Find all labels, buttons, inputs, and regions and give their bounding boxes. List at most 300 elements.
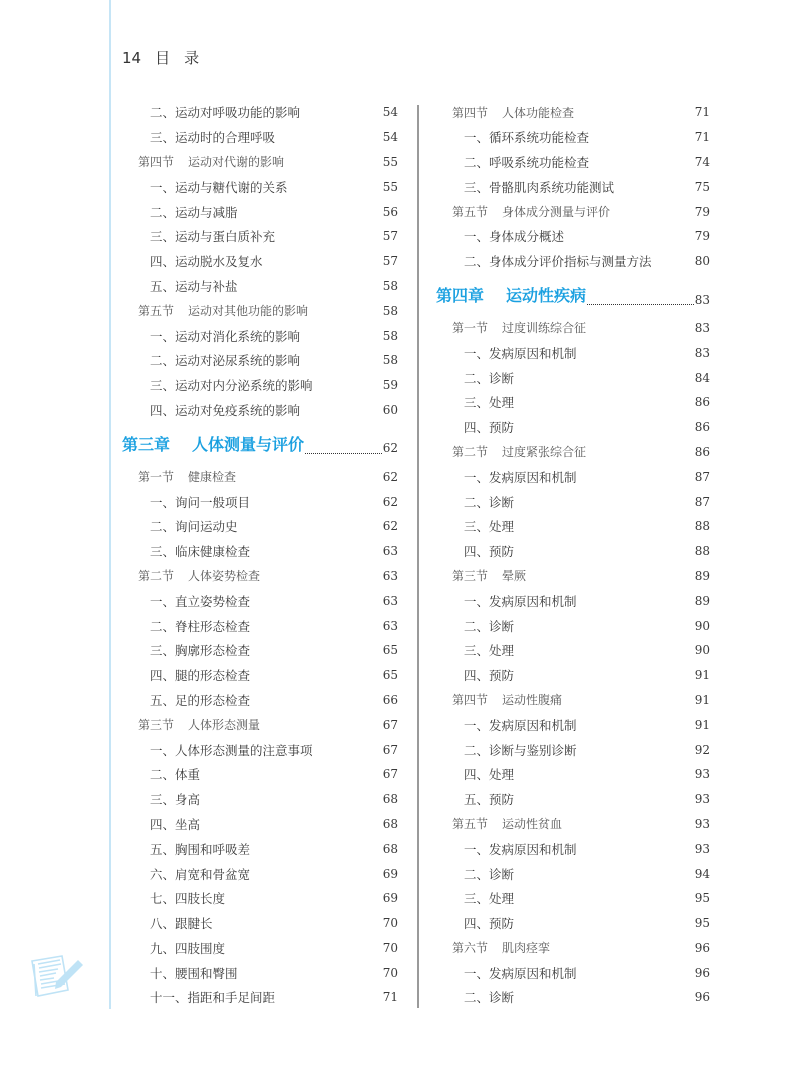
toc-page-number: 96 <box>694 965 710 980</box>
toc-entry-number: 第五节 <box>452 817 489 832</box>
toc-item-row[interactable] <box>122 936 398 961</box>
toc-page-number: 70 <box>382 916 398 931</box>
toc-entry-title <box>122 840 250 858</box>
toc-entry-label: 一、发病原因和机制 <box>464 593 577 609</box>
toc-item-row[interactable] <box>436 836 710 861</box>
toc-item-row[interactable] <box>122 787 398 812</box>
toc-page-number: 54 <box>382 130 398 145</box>
toc-entry-number: 第四节 <box>452 105 489 120</box>
toc-entry-number: 第三节 <box>138 718 175 733</box>
toc-entry-label: 八、跟腱长 <box>150 916 213 932</box>
toc-item-row[interactable] <box>436 125 710 150</box>
toc-item-row[interactable] <box>122 960 398 985</box>
toc-page-number: 59 <box>382 378 398 393</box>
toc-entry-label: 过度紧张综合征 <box>502 445 587 460</box>
toc-entry-label: 七、四肢长度 <box>150 891 226 907</box>
toc-page-number: 67 <box>382 717 398 732</box>
toc-page-number: 57 <box>382 229 398 244</box>
toc-section-row[interactable] <box>436 440 710 465</box>
toc-page-number: 83 <box>694 292 710 307</box>
toc-entry-title <box>436 443 586 460</box>
toc-entry-label: 四、预防 <box>464 544 515 560</box>
toc-item-row[interactable] <box>122 836 398 861</box>
toc-item-row[interactable] <box>122 911 398 936</box>
toc-item-row[interactable] <box>436 762 710 787</box>
toc-entry-number: 第四章 <box>436 286 485 306</box>
toc-entry-label: 三、处理 <box>464 891 515 907</box>
toc-page-number: 96 <box>694 990 710 1005</box>
toc-entry-title <box>436 691 562 708</box>
toc-entry-label: 三、骨骼肌肉系统功能测试 <box>464 179 615 195</box>
toc-right-column <box>436 100 710 1010</box>
toc-item-row[interactable] <box>122 174 398 199</box>
toc-item-row[interactable] <box>436 249 710 274</box>
toc-item-row[interactable] <box>436 489 710 514</box>
toc-entry-title <box>122 128 275 146</box>
toc-page-number: 68 <box>382 792 398 807</box>
toc-section-row[interactable] <box>436 812 710 837</box>
toc-page-number: 90 <box>694 618 710 633</box>
toc-entry-label: 一、循环系统功能检查 <box>464 130 590 146</box>
toc-item-row[interactable] <box>122 638 398 663</box>
toc-entry-title <box>122 376 313 394</box>
toc-entry-title <box>122 666 250 684</box>
toc-page-number: 70 <box>382 940 398 955</box>
toc-page-number: 62 <box>382 494 398 509</box>
toc-entry-title <box>436 153 589 171</box>
toc-entry-title <box>436 964 577 982</box>
toc-entry-number: 第一节 <box>452 321 489 336</box>
column-divider <box>417 105 419 1008</box>
toc-item-row[interactable] <box>122 100 398 125</box>
toc-entry-label: 四、处理 <box>464 767 515 783</box>
toc-entry-title <box>122 517 238 535</box>
toc-entry-label: 四、预防 <box>464 916 515 932</box>
toc-entry-label: 运动性贫血 <box>502 817 563 832</box>
toc-entry-title <box>122 617 250 635</box>
toc-item-row[interactable] <box>436 638 710 663</box>
toc-page-number: 67 <box>382 742 398 757</box>
toc-item-row[interactable] <box>436 663 710 688</box>
toc-entry-title <box>436 567 526 584</box>
toc-entry-title <box>122 716 260 733</box>
toc-entry-title <box>436 104 574 121</box>
toc-entry-title <box>436 344 577 362</box>
toc-entry-label: 二、身体成分评价指标与测量方法 <box>464 254 652 270</box>
toc-entry-label: 六、肩宽和骨盆宽 <box>150 866 251 882</box>
toc-page-number: 58 <box>382 278 398 293</box>
toc-item-row[interactable] <box>436 340 710 365</box>
toc-entry-title <box>436 468 577 486</box>
toc-entry-title <box>436 716 577 734</box>
toc-section-row[interactable] <box>122 298 398 323</box>
margin-line <box>109 0 111 1009</box>
toc-section-row[interactable] <box>122 464 398 489</box>
toc-entry-label: 四、运动对免疫系统的影响 <box>150 402 301 418</box>
toc-page-number: 68 <box>382 841 398 856</box>
notebook-pencil-icon <box>28 952 84 998</box>
toc-page-number: 71 <box>382 990 398 1005</box>
toc-entry-title <box>122 203 238 221</box>
toc-item-row[interactable] <box>436 613 710 638</box>
toc-entry-label: 三、运动时的合理呼吸 <box>150 130 276 146</box>
toc-entry-number: 第二节 <box>452 445 489 460</box>
toc-page-number: 63 <box>382 544 398 559</box>
toc-entry-label: 一、发病原因和机制 <box>464 345 577 361</box>
toc-entry-title <box>436 283 586 306</box>
toc-page-number: 94 <box>694 866 710 881</box>
toc-page-number: 79 <box>694 204 710 219</box>
toc-entry-label: 一、发病原因和机制 <box>464 717 577 733</box>
toc-entry-title <box>122 178 288 196</box>
dot-leader <box>587 288 694 305</box>
toc-entry-label: 二、运动对泌尿系统的影响 <box>150 353 301 369</box>
toc-section-row[interactable] <box>436 564 710 589</box>
toc-entry-label: 十、腰围和臀围 <box>150 965 238 981</box>
toc-item-row[interactable] <box>122 663 398 688</box>
toc-entry-title <box>436 227 564 245</box>
toc-page-number: 93 <box>694 767 710 782</box>
toc-entry-label: 五、胸围和呼吸差 <box>150 841 251 857</box>
toc-entry-number: 第四节 <box>452 693 489 708</box>
toc-page-number: 62 <box>382 469 398 484</box>
toc-entry-label: 二、运动对呼吸功能的影响 <box>150 105 301 121</box>
toc-item-row[interactable] <box>122 274 398 299</box>
toc-item-row[interactable] <box>436 911 710 936</box>
toc-entry-title <box>436 617 514 635</box>
toc-item-row[interactable] <box>436 365 710 390</box>
toc-entry-number: 第三章 <box>122 434 171 454</box>
dot-leader <box>305 437 382 454</box>
toc-entry-label: 五、足的形态检查 <box>150 692 251 708</box>
toc-item-row[interactable] <box>122 812 398 837</box>
toc-entry-label: 运动对其他功能的影响 <box>188 304 309 319</box>
toc-page-number: 91 <box>694 668 710 683</box>
toc-entry-label: 四、运动脱水及复水 <box>150 254 263 270</box>
toc-entry-number: 第四节 <box>138 155 175 170</box>
toc-entry-label: 二、诊断 <box>464 370 515 386</box>
toc-page-number: 56 <box>382 204 398 219</box>
toc-entry-label: 肌肉痉挛 <box>502 941 551 956</box>
toc-entry-number: 第五节 <box>138 304 175 319</box>
toc-entry-label: 五、运动与补盐 <box>150 278 238 294</box>
toc-item-row[interactable] <box>436 539 710 564</box>
toc-entry-title <box>436 517 514 535</box>
toc-item-row[interactable] <box>436 787 710 812</box>
toc-entry-title <box>436 252 652 270</box>
toc-item-row[interactable] <box>122 861 398 886</box>
toc-entry-title <box>436 418 514 436</box>
toc-item-row[interactable] <box>122 249 398 274</box>
toc-section-row[interactable] <box>436 199 710 224</box>
toc-page-number: 65 <box>382 643 398 658</box>
toc-item-row[interactable] <box>122 985 398 1010</box>
toc-page-number: 67 <box>382 767 398 782</box>
toc-entry-title <box>122 493 250 511</box>
toc-page-number: 84 <box>694 370 710 385</box>
toc-item-row[interactable] <box>122 348 398 373</box>
toc-entry-label: 运动性疾病 <box>506 286 587 306</box>
toc-entry-label: 五、预防 <box>464 792 515 808</box>
toc-section-row[interactable] <box>122 712 398 737</box>
toc-item-row[interactable] <box>122 588 398 613</box>
toc-entry-title <box>122 964 238 982</box>
toc-entry-title <box>122 641 250 659</box>
toc-entry-label: 三、运动对内分泌系统的影响 <box>150 378 313 394</box>
toc-entry-label: 过度训练综合征 <box>502 321 587 336</box>
toc-item-row[interactable] <box>122 489 398 514</box>
toc-section-row[interactable] <box>436 100 710 125</box>
toc-entry-title <box>122 939 225 957</box>
toc-page-number: 54 <box>382 105 398 120</box>
toc-entry-number: 第五节 <box>452 205 489 220</box>
toc-entry-title <box>122 351 300 369</box>
toc-page-number: 68 <box>382 816 398 831</box>
toc-page-number: 79 <box>694 229 710 244</box>
toc-entry-label: 四、坐高 <box>150 816 201 832</box>
toc-entry-label: 运动对代谢的影响 <box>188 155 285 170</box>
toc-entry-label: 十一、指距和手足间距 <box>150 990 276 1006</box>
toc-section-row[interactable] <box>436 688 710 713</box>
toc-entry-label: 四、预防 <box>464 420 515 436</box>
toc-entry-label: 二、诊断 <box>464 990 515 1006</box>
toc-page-number: 70 <box>382 965 398 980</box>
toc-page-number: 92 <box>694 742 710 757</box>
toc-entry-title <box>436 865 514 883</box>
toc-page-number: 80 <box>694 254 710 269</box>
toc-page-number: 62 <box>382 519 398 534</box>
toc-item-row[interactable] <box>122 398 398 423</box>
toc-entry-label: 二、诊断 <box>464 494 515 510</box>
toc-entry-title <box>122 468 236 485</box>
toc-item-row[interactable] <box>122 125 398 150</box>
toc-page-number: 83 <box>694 345 710 360</box>
toc-entry-title <box>122 592 250 610</box>
toc-section-row[interactable] <box>436 316 710 341</box>
toc-entry-title <box>122 542 250 560</box>
toc-page-number: 74 <box>694 154 710 169</box>
toc-page-number: 88 <box>694 544 710 559</box>
toc-entry-number: 第二节 <box>138 569 175 584</box>
toc-entry-label: 晕厥 <box>502 569 527 584</box>
toc-entry-title <box>122 765 200 783</box>
toc-entry-label: 四、预防 <box>464 668 515 684</box>
toc-entry-label: 三、处理 <box>464 643 515 659</box>
toc-entry-title <box>436 128 589 146</box>
toc-page-number: 55 <box>382 179 398 194</box>
toc-entry-label: 运动性腹痛 <box>502 693 563 708</box>
toc-entry-label: 一、发病原因和机制 <box>464 841 577 857</box>
toc-item-row[interactable] <box>122 224 398 249</box>
toc-page-number: 66 <box>382 692 398 707</box>
toc-entry-title <box>436 914 514 932</box>
toc-entry-title <box>122 790 200 808</box>
toc-entry-label: 人体功能检查 <box>502 105 575 120</box>
toc-item-row[interactable] <box>436 712 710 737</box>
toc-page-number: 65 <box>382 668 398 683</box>
toc-page-number: 58 <box>382 303 398 318</box>
toc-entry-number: 第六节 <box>452 941 489 956</box>
toc-entry-title <box>122 227 275 245</box>
toc-entry-title <box>436 889 514 907</box>
toc-page-number: 63 <box>382 568 398 583</box>
toc-entry-title <box>122 103 300 121</box>
toc-entry-title <box>122 277 238 295</box>
toc-entry-title <box>122 327 300 345</box>
toc-item-row[interactable] <box>436 415 710 440</box>
toc-entry-label: 二、体重 <box>150 767 201 783</box>
toc-section-row[interactable] <box>436 936 710 961</box>
toc-entry-label: 九、四肢围度 <box>150 940 226 956</box>
toc-page-number: 58 <box>382 353 398 368</box>
toc-page-number: 89 <box>694 593 710 608</box>
toc-item-row[interactable] <box>436 514 710 539</box>
page-title: 目录 <box>155 49 214 67</box>
toc-entry-title <box>436 666 514 684</box>
toc-section-row[interactable] <box>122 564 398 589</box>
toc-item-row[interactable] <box>122 323 398 348</box>
toc-item-row[interactable] <box>436 960 710 985</box>
toc-entry-label: 一、发病原因和机制 <box>464 965 577 981</box>
toc-entry-title <box>122 865 250 883</box>
toc-item-row[interactable] <box>122 886 398 911</box>
page-header <box>122 47 213 68</box>
toc-item-row[interactable] <box>122 199 398 224</box>
toc-entry-label: 人体形态测量 <box>188 718 261 733</box>
toc-page-number: 83 <box>694 320 710 335</box>
toc-item-row[interactable] <box>436 150 710 175</box>
toc-entry-label: 一、发病原因和机制 <box>464 469 577 485</box>
toc-entry-title <box>436 542 514 560</box>
toc-entry-label: 人体测量与评价 <box>192 434 305 454</box>
toc-page-number: 96 <box>694 940 710 955</box>
toc-item-row[interactable] <box>122 613 398 638</box>
toc-page-number: 91 <box>694 717 710 732</box>
page-number: 14 <box>122 49 142 67</box>
toc-item-row[interactable] <box>122 539 398 564</box>
toc-entry-title <box>436 369 514 387</box>
toc-entry-label: 三、运动与蛋白质补充 <box>150 229 276 245</box>
toc-entry-label: 二、诊断 <box>464 618 515 634</box>
toc-entry-title <box>436 592 577 610</box>
toc-entry-title <box>122 302 308 319</box>
toc-entry-label: 二、脊柱形态检查 <box>150 618 251 634</box>
toc-item-row[interactable] <box>436 464 710 489</box>
toc-entry-title <box>436 741 577 759</box>
toc-left-column <box>122 100 398 1010</box>
toc-item-row[interactable] <box>436 861 710 886</box>
toc-item-row[interactable] <box>436 886 710 911</box>
toc-entry-label: 二、诊断 <box>464 866 515 882</box>
toc-page-number: 55 <box>382 154 398 169</box>
toc-item-row[interactable] <box>436 390 710 415</box>
toc-page-number: 58 <box>382 328 398 343</box>
toc-item-row[interactable] <box>436 737 710 762</box>
toc-chapter-row[interactable] <box>436 274 710 316</box>
toc-item-row[interactable] <box>122 762 398 787</box>
toc-page-number: 57 <box>382 254 398 269</box>
toc-page-number: 95 <box>694 916 710 931</box>
toc-entry-label: 四、腿的形态检查 <box>150 668 251 684</box>
toc-page-number: 87 <box>694 469 710 484</box>
toc-entry-label: 人体姿势检查 <box>188 569 261 584</box>
toc-section-row[interactable] <box>122 150 398 175</box>
toc-entry-title <box>436 641 514 659</box>
toc-page-number: 71 <box>694 105 710 120</box>
toc-entry-label: 三、胸廓形态检查 <box>150 643 251 659</box>
toc-entry-title <box>436 178 614 196</box>
toc-entry-label: 一、人体形态测量的注意事项 <box>150 742 313 758</box>
toc-item-row[interactable] <box>436 985 710 1010</box>
toc-entry-title <box>122 889 225 907</box>
toc-entry-label: 一、运动对消化系统的影响 <box>150 328 301 344</box>
toc-item-row[interactable] <box>436 174 710 199</box>
toc-item-row[interactable] <box>122 688 398 713</box>
toc-entry-label: 三、身高 <box>150 792 201 808</box>
toc-entry-title <box>122 153 284 170</box>
toc-entry-title <box>436 319 586 336</box>
toc-page-number: 69 <box>382 891 398 906</box>
toc-item-row[interactable] <box>122 514 398 539</box>
toc-entry-number: 第一节 <box>138 470 175 485</box>
toc-page-number: 75 <box>694 179 710 194</box>
toc-entry-title <box>122 691 250 709</box>
toc-entry-label: 二、诊断与鉴别诊断 <box>464 742 577 758</box>
toc-entry-title <box>122 567 260 584</box>
toc-entry-label: 二、询问运动史 <box>150 519 238 535</box>
toc-page-number: 86 <box>694 420 710 435</box>
toc-entry-label: 一、身体成分概述 <box>464 229 565 245</box>
toc-item-row[interactable] <box>436 224 710 249</box>
toc-page-number: 62 <box>382 441 398 456</box>
toc-entry-title <box>436 939 550 956</box>
toc-page-number: 91 <box>694 692 710 707</box>
toc-entry-title <box>436 203 610 220</box>
toc-page-number: 69 <box>382 866 398 881</box>
toc-chapter-row[interactable] <box>122 422 398 464</box>
toc-item-row[interactable] <box>122 737 398 762</box>
toc-page-number: 93 <box>694 841 710 856</box>
toc-entry-title <box>436 790 514 808</box>
toc-page-number: 95 <box>694 891 710 906</box>
toc-page-number: 93 <box>694 792 710 807</box>
toc-entry-title <box>436 493 514 511</box>
toc-entry-title <box>122 914 213 932</box>
toc-entry-label: 一、询问一般项目 <box>150 494 251 510</box>
toc-entry-label: 一、运动与糖代谢的关系 <box>150 179 288 195</box>
toc-entry-title <box>436 765 514 783</box>
toc-page-number: 93 <box>694 816 710 831</box>
toc-entry-title <box>122 252 263 270</box>
toc-entry-title <box>436 840 577 858</box>
toc-page-number: 87 <box>694 494 710 509</box>
toc-entry-label: 一、直立姿势检查 <box>150 593 251 609</box>
toc-entry-title <box>122 741 313 759</box>
toc-page-number: 86 <box>694 444 710 459</box>
toc-item-row[interactable] <box>122 373 398 398</box>
toc-entry-label: 三、处理 <box>464 395 515 411</box>
toc-entry-label: 健康检查 <box>188 470 237 485</box>
toc-item-row[interactable] <box>436 588 710 613</box>
toc-entry-title <box>122 432 304 455</box>
toc-page-number: 60 <box>382 402 398 417</box>
toc-page-number: 90 <box>694 643 710 658</box>
toc-entry-label: 三、处理 <box>464 519 515 535</box>
toc-page-number: 86 <box>694 395 710 410</box>
toc-entry-title <box>436 393 514 411</box>
toc-page-number: 63 <box>382 593 398 608</box>
toc-entry-label: 身体成分测量与评价 <box>502 205 611 220</box>
